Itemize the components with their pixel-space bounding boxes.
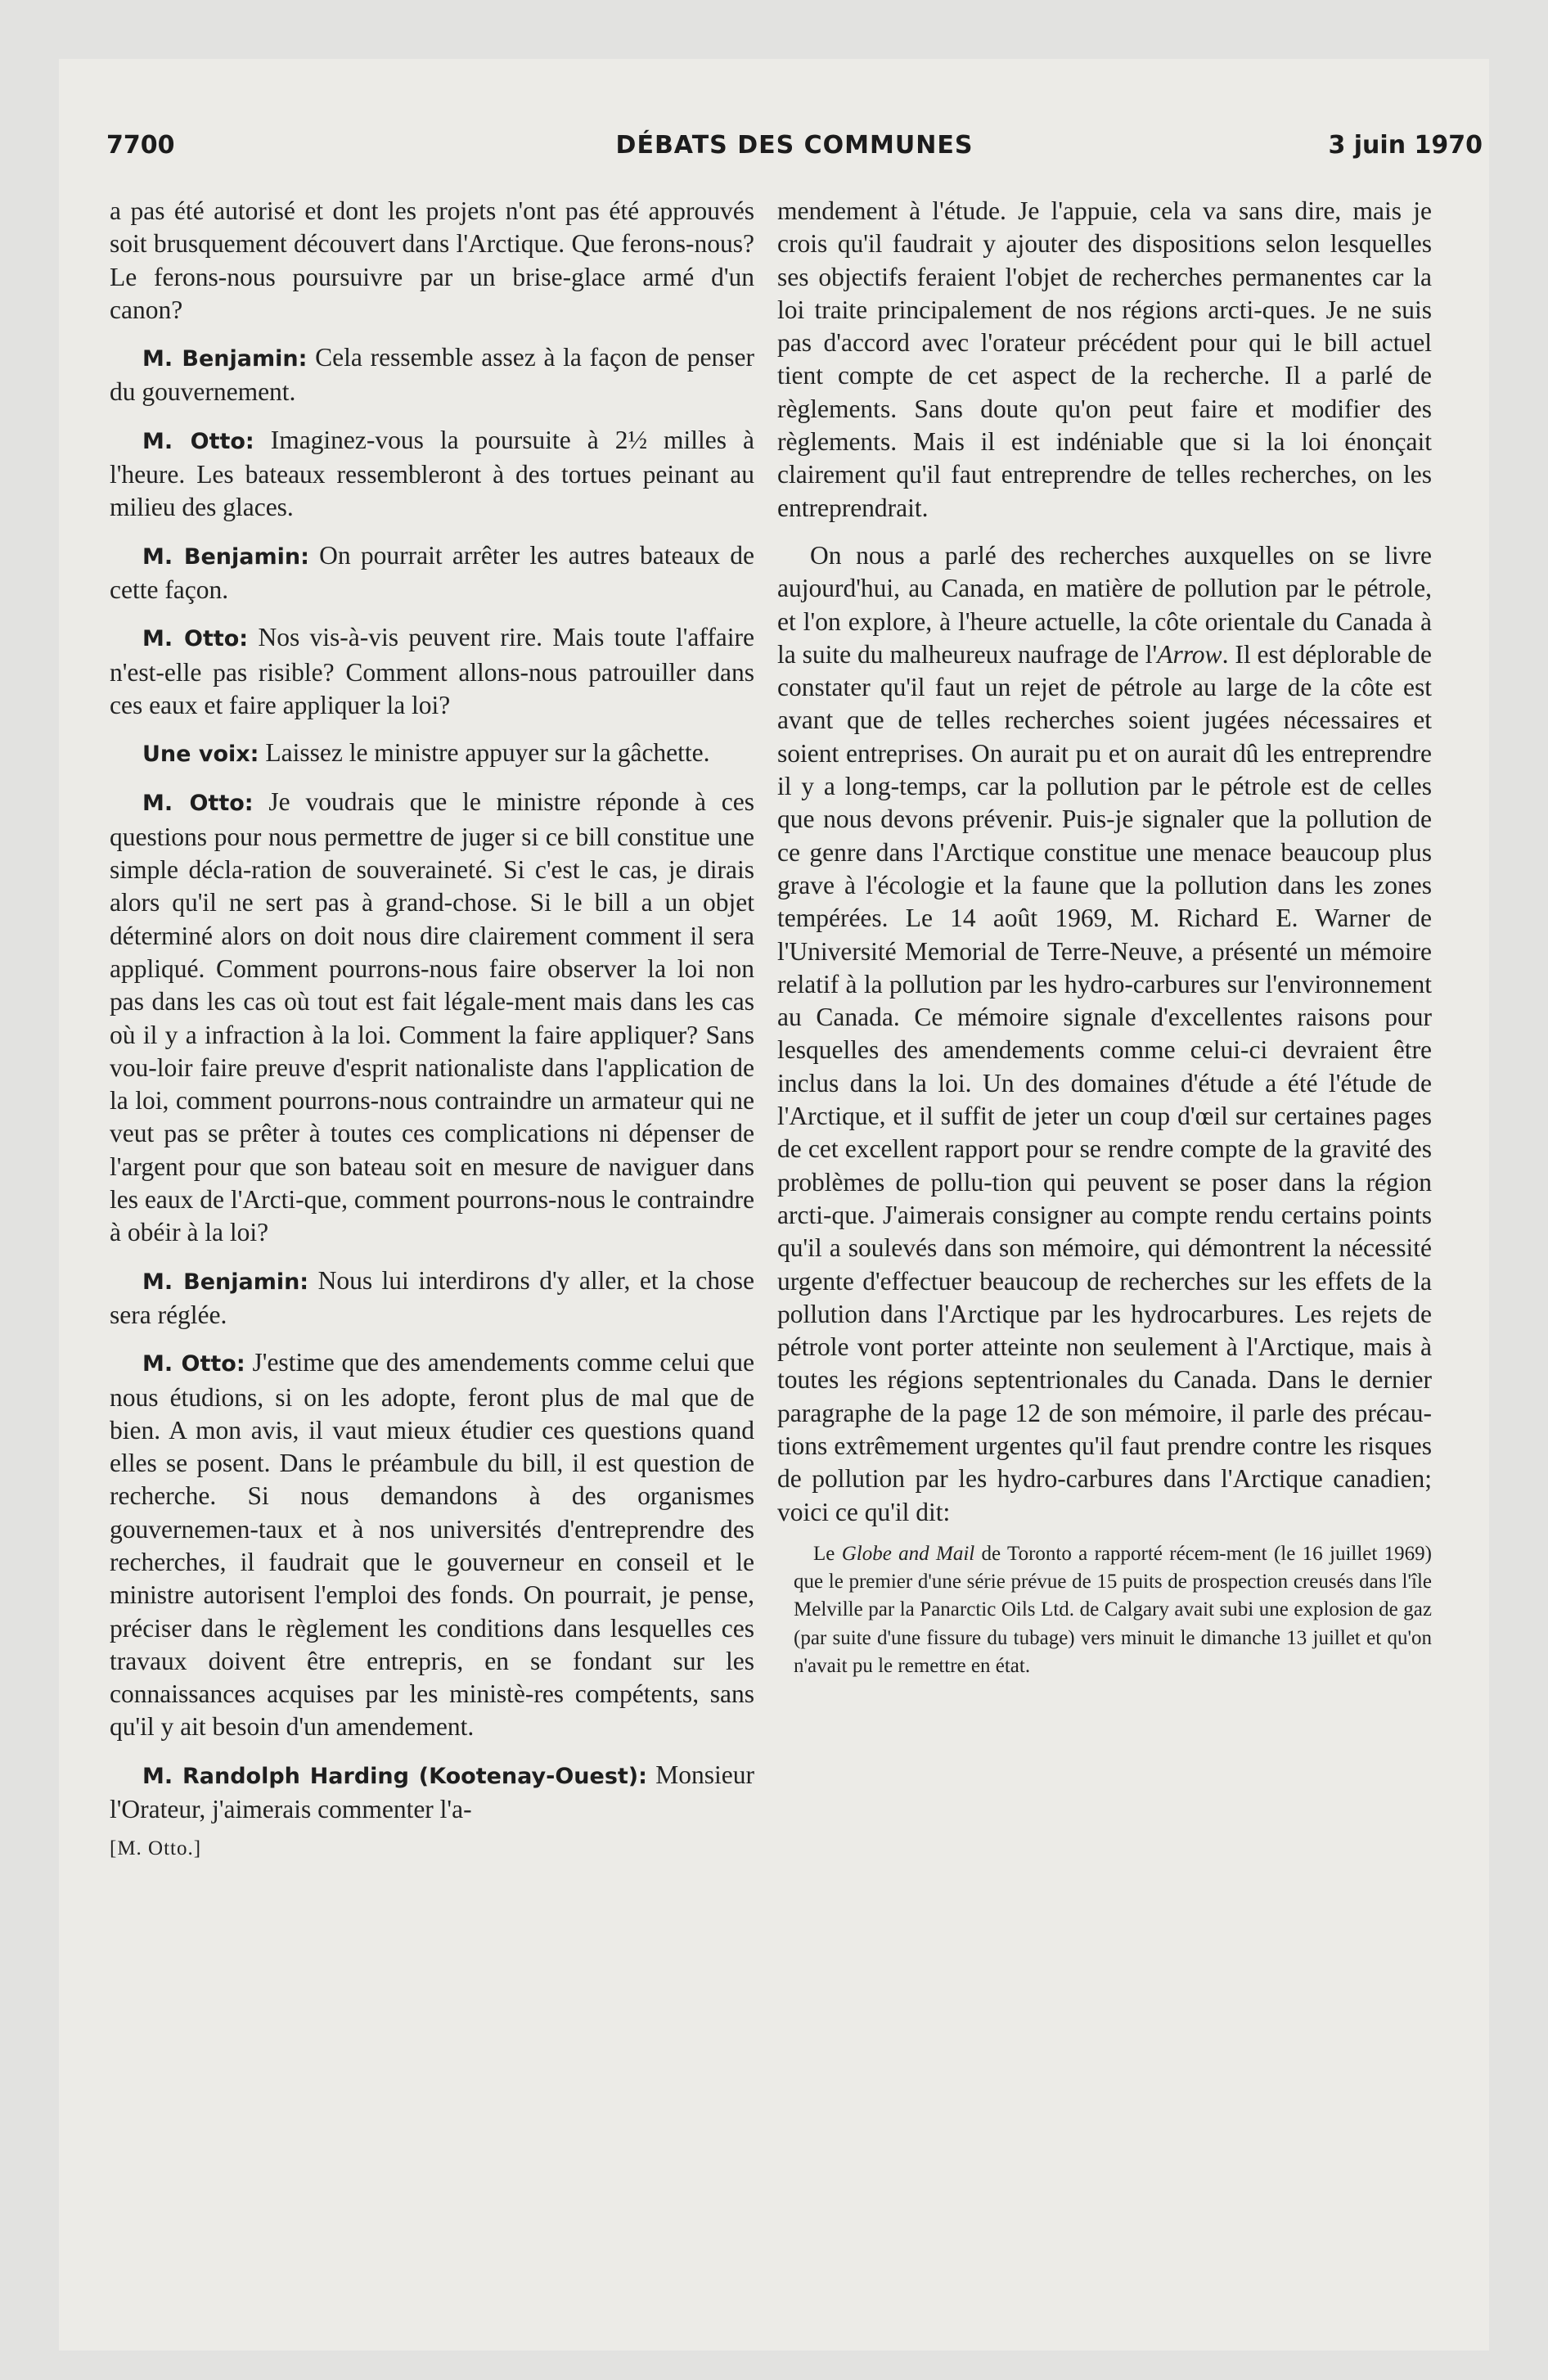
right-column	[777, 195, 1432, 1680]
page-header	[106, 131, 1483, 180]
left-column	[110, 195, 754, 1866]
speech	[110, 737, 754, 771]
speech-text: J'estime que des amendements comme celui que nous étudions, si on les adopte, feront plus de mal que de bien. A mon avis, il vaut mieux étudier ces questions quand elles se posent. Dans le préambule du bill, il est question de recherche. Si nous demandons à des organismes gouvernemen-taux et à nos universités d'entreprendre des recherches, il faudrait que le gouverneur en conseil et le ministre autorisent l'emploi des fonds. On pourrait, je pense, préciser dans le règlement les conditions dans lesquelles ces travaux doivent être entrepris, en se fondant sur les connaissances acquises par les ministè-res compétents, sans qu'il y ait besoin d'un amendement.	[110, 1348, 754, 1742]
speech-text: Nos vis-à-vis peuvent rire. Mais toute l'affaire n'est-elle pas risible? Comment allons-nous patrouiller dans ces eaux et faire appliquer la loi?	[110, 623, 755, 719]
speaker-name: M. Otto:	[142, 1351, 245, 1377]
speaker-name: M. Otto:	[142, 791, 254, 817]
speech	[110, 424, 754, 525]
speech	[110, 1264, 754, 1332]
speaker-name: Une voix:	[142, 741, 259, 768]
paragraph: a pas été autorisé et dont les projets n'ont pas été approuvés soit brusquement découvert dans l'Arctique. Que ferons-nous? Le ferons-nous poursuivre par un brise-glace armé d'un canon?	[110, 196, 754, 324]
speech	[110, 1346, 754, 1744]
speaker-name: M. Benjamin:	[142, 543, 309, 570]
speaker-name: M. Benjamin:	[142, 346, 308, 372]
speech-text: Nous lui interdirons d'y aller, et la chose sera réglée.	[110, 1265, 754, 1329]
ship-name: Arrow	[1157, 639, 1222, 669]
publication-title: DÉBATS DES COMMUNES	[615, 131, 974, 160]
speech-text: Monsieur l'Orateur, j'aimerais commenter l'a-	[110, 1760, 754, 1824]
newspaper-name: Globe and Mail	[841, 1542, 975, 1565]
speaker-name: M. Randolph Harding (Kootenay-Ouest):	[142, 1763, 647, 1789]
speech	[110, 341, 754, 409]
paragraph: On nous a parlé des recherches auxquelles on se livre aujourd'hui, au Canada, en matière de pollution par le pétrole, et l'on explore, à l'heure actuelle, la côte orientale du Canada à la suite du malheureux naufrage de l'Arrow. Il est déplorable de constater qu'il faut un rejet de pétrole au large de la côte est avant que de telles recherches soient jugées nécessaires et soient entreprises. On aurait pu et on aurait dû les entreprendre il y a long-temps, car la pollution par le pétrole est de celles que nous devons prévenir. Puis-je signaler que la pollution de ce genre dans l'Arctique constitue une menace beaucoup plus grave à l'écologie et la faune que la pollution dans les zones tempérées. Le 14 août 1969, M. Richard E. Warner de l'Université Memorial de Terre-Neuve, a présenté un mémoire relatif à la pollution par les hydro-carbures sur l'environnement au Canada. Ce mémoire signale d'excellentes raisons pour lesquelles des amendements comme celui-ci devraient être inclus dans la loi. Un des domaines d'étude a été l'étude de l'Arctique, et il suffit de jeter un coup d'œil sur certaines pages de cet excellent rapport pour se rendre compte de la gravité des problèmes de pollu-tion qui peuvent se poser dans la région arcti-que. J'aimerais consigner au compte rendu certains points qu'il a soulevés dans son mémoire, qui démontrent la nécessité urgente d'effectuer beaucoup de recherches sur les effets de la pollution dans l'Arctique par les hydrocarbures. Les rejets de pétrole vont porter atteinte non seulement à l'Arctique, mais à toutes les régions septentrionales du Canada. Dans le dernier paragraphe de la page 12 de son mémoire, il parle des précau-tions extrêmement urgentes qu'il faut prendre contre les risques de pollution par les hydro-carbures dans l'Arctique canadien; voici ce qu'il dit:	[777, 540, 1432, 1526]
paragraph: mendement à l'étude. Je l'appuie, cela va sans dire, mais je crois qu'il faudrait y ajouter des dispositions selon lesquelles ses objectifs feraient l'objet de recherches permanentes car la loi traite principalement de nos régions arcti-ques. Je ne suis pas d'accord avec l'orateur précédent pour qui le bill actuel tient compte de cet aspect de la recherche. Il a parlé de règlements. Sans doute qu'on peut faire et modifier des règlements. Mais il est indéniable que si la loi énonçait clairement qu'il faut entreprendre de telles recherches, on les entreprendrait.	[777, 196, 1432, 522]
speech	[110, 539, 754, 607]
speech	[110, 621, 754, 722]
page-number: 7700	[106, 131, 175, 160]
speaker-name: M. Benjamin:	[142, 1269, 309, 1295]
page-date: 3 juin 1970	[1328, 131, 1483, 160]
speech-text: On pourrait arrêter les autres bateaux de cette façon.	[110, 540, 754, 604]
speech-text: Laissez le ministre appuyer sur la gâchette.	[265, 738, 710, 768]
speaker-name: M. Otto:	[142, 626, 249, 652]
speech-text: Cela ressemble assez à la façon de penser du gouvernement.	[110, 343, 755, 407]
speech	[110, 786, 754, 1249]
speech-text: Imaginez-vous la poursuite à 2½ milles à l'heure. Les bateaux ressembleront à des tortues peinant au milieu des glaces.	[110, 425, 754, 522]
speaker-name: M. Otto:	[142, 428, 254, 454]
speech-text: Je voudrais que le ministre réponde à ces questions pour nous permettre de juger si ce bill constitue une simple décla-ration de souveraineté. Si c'est le cas, je dirais alors qu'il ne sert pas à grand-chose. Si le bill a un objet déterminé alors on doit nous dire clairement comment il sera appliqué. Comment pourrons-nous faire observer la loi non pas dans les cas où tout est fait légale-ment mais dans les cas où il y a infraction à la loi. Comment la faire appliquer? Sans vou-loir faire preuve d'esprit nationaliste dans l'application de la loi, comment pourrons-nous contraindre un armateur qui ne veut pas se prêter à toutes ces complications ni dépenser de l'argent pour que son bateau soit en mesure de naviguer dans les eaux de l'Arcti-que, comment pourrons-nous le contraindre à obéir à la loi?	[110, 787, 755, 1247]
block-quote: Le Globe and Mail de Toronto a rapporté récem-ment (le 16 juillet 1969) que le premier d'une série prévue de 15 puits de prospection creusés dans l'île Melville par la Panarctic Oils Ltd. de Calgary avait subi une explosion de gaz (par suite d'une fissure du tubage) vers minuit le dimanche 13 juillet et qu'on n'avait pu le remettre en état.	[794, 1542, 1432, 1678]
speaker-attribution: [M. Otto.]	[110, 1837, 202, 1860]
speech	[110, 1759, 754, 1827]
